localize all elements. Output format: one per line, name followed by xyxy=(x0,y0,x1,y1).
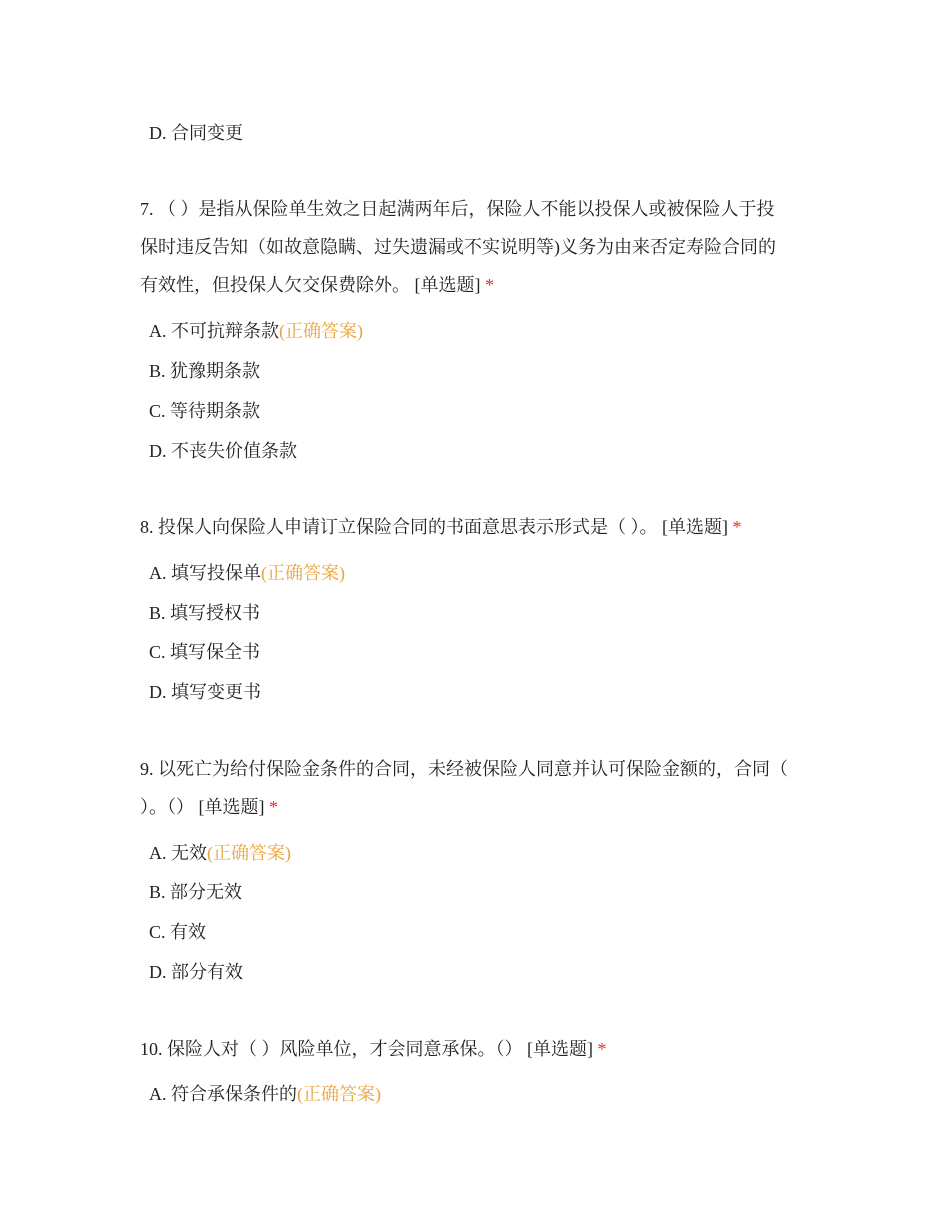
option-text: D. 填写变更书 xyxy=(149,682,261,702)
required-mark: * xyxy=(485,275,494,295)
option-text: C. 有效 xyxy=(149,922,207,942)
correct-answer-mark: (正确答案) xyxy=(261,563,345,583)
option-text: D. 部分有效 xyxy=(149,962,243,982)
question-8-option-a xyxy=(149,561,345,585)
question-9-option-b xyxy=(149,880,242,904)
correct-answer-mark: (正确答案) xyxy=(297,1084,381,1104)
required-mark: * xyxy=(269,797,278,817)
question-7-option-d xyxy=(149,439,297,463)
option-text: D. 合同变更 xyxy=(149,123,243,143)
question-9-option-d xyxy=(149,960,243,984)
question-6-option-d xyxy=(149,121,243,145)
option-text: B. 犹豫期条款 xyxy=(149,361,261,381)
question-7-stem xyxy=(140,190,812,304)
option-text: C. 等待期条款 xyxy=(149,401,261,421)
question-10-line-1 xyxy=(140,1030,812,1068)
question-10-option-a xyxy=(149,1082,381,1106)
question-8-line-1 xyxy=(140,508,812,546)
option-text: B. 部分无效 xyxy=(149,882,243,902)
question-9-line-2 xyxy=(140,788,812,826)
question-7-option-c xyxy=(149,399,260,423)
option-text: D. 不丧失价值条款 xyxy=(149,441,297,461)
question-10-stem xyxy=(140,1030,812,1068)
question-9-line-1: 9. 以死亡为给付保险金条件的合同，未经被保险人同意并认可保险金额的，合同（ xyxy=(140,759,788,779)
question-8-line-1-text: 8. 投保人向保险人申请订立保险合同的书面意思表示形式是（ ）。 [单选题] xyxy=(140,517,733,537)
question-9-stem xyxy=(140,750,812,826)
option-text: A. 无效 xyxy=(149,843,207,863)
question-7-line-1: 7. （ ）是指从保险单生效之日起满两年后，保险人不能以投保人或被保险人于投 xyxy=(140,199,775,219)
question-8-option-b xyxy=(149,601,260,625)
question-8-option-c xyxy=(149,640,260,664)
question-7-line-2: 保时违反告知（如故意隐瞒、过失遗漏或不实说明等)义务为由来否定寿险合同的 xyxy=(140,237,776,257)
question-8-stem xyxy=(140,508,812,546)
question-10-line-1-text: 10. 保险人对（ ）风险单位，才会同意承保。（） [单选题] xyxy=(140,1039,598,1059)
option-text: A. 不可抗辩条款 xyxy=(149,321,279,341)
question-7-line-3 xyxy=(140,266,812,304)
option-text: A. 填写投保单 xyxy=(149,563,261,583)
question-9-option-c xyxy=(149,920,206,944)
required-mark: * xyxy=(597,1039,607,1059)
question-7-option-b xyxy=(149,359,260,383)
option-text: C. 填写保全书 xyxy=(149,642,261,662)
required-mark: * xyxy=(732,517,742,537)
option-text: B. 填写授权书 xyxy=(149,603,261,623)
option-text: A. 符合承保条件的 xyxy=(149,1084,297,1104)
correct-answer-mark: (正确答案) xyxy=(279,321,363,341)
question-7-line-3-text: 有效性，但投保人欠交保费除外。 [单选题] xyxy=(140,275,485,295)
question-8-option-d xyxy=(149,680,261,704)
question-9-option-a xyxy=(149,841,291,865)
correct-answer-mark: (正确答案) xyxy=(207,843,291,863)
question-9-line-2-text: ）。（） [单选题] xyxy=(140,797,269,817)
question-7-option-a xyxy=(149,319,363,343)
